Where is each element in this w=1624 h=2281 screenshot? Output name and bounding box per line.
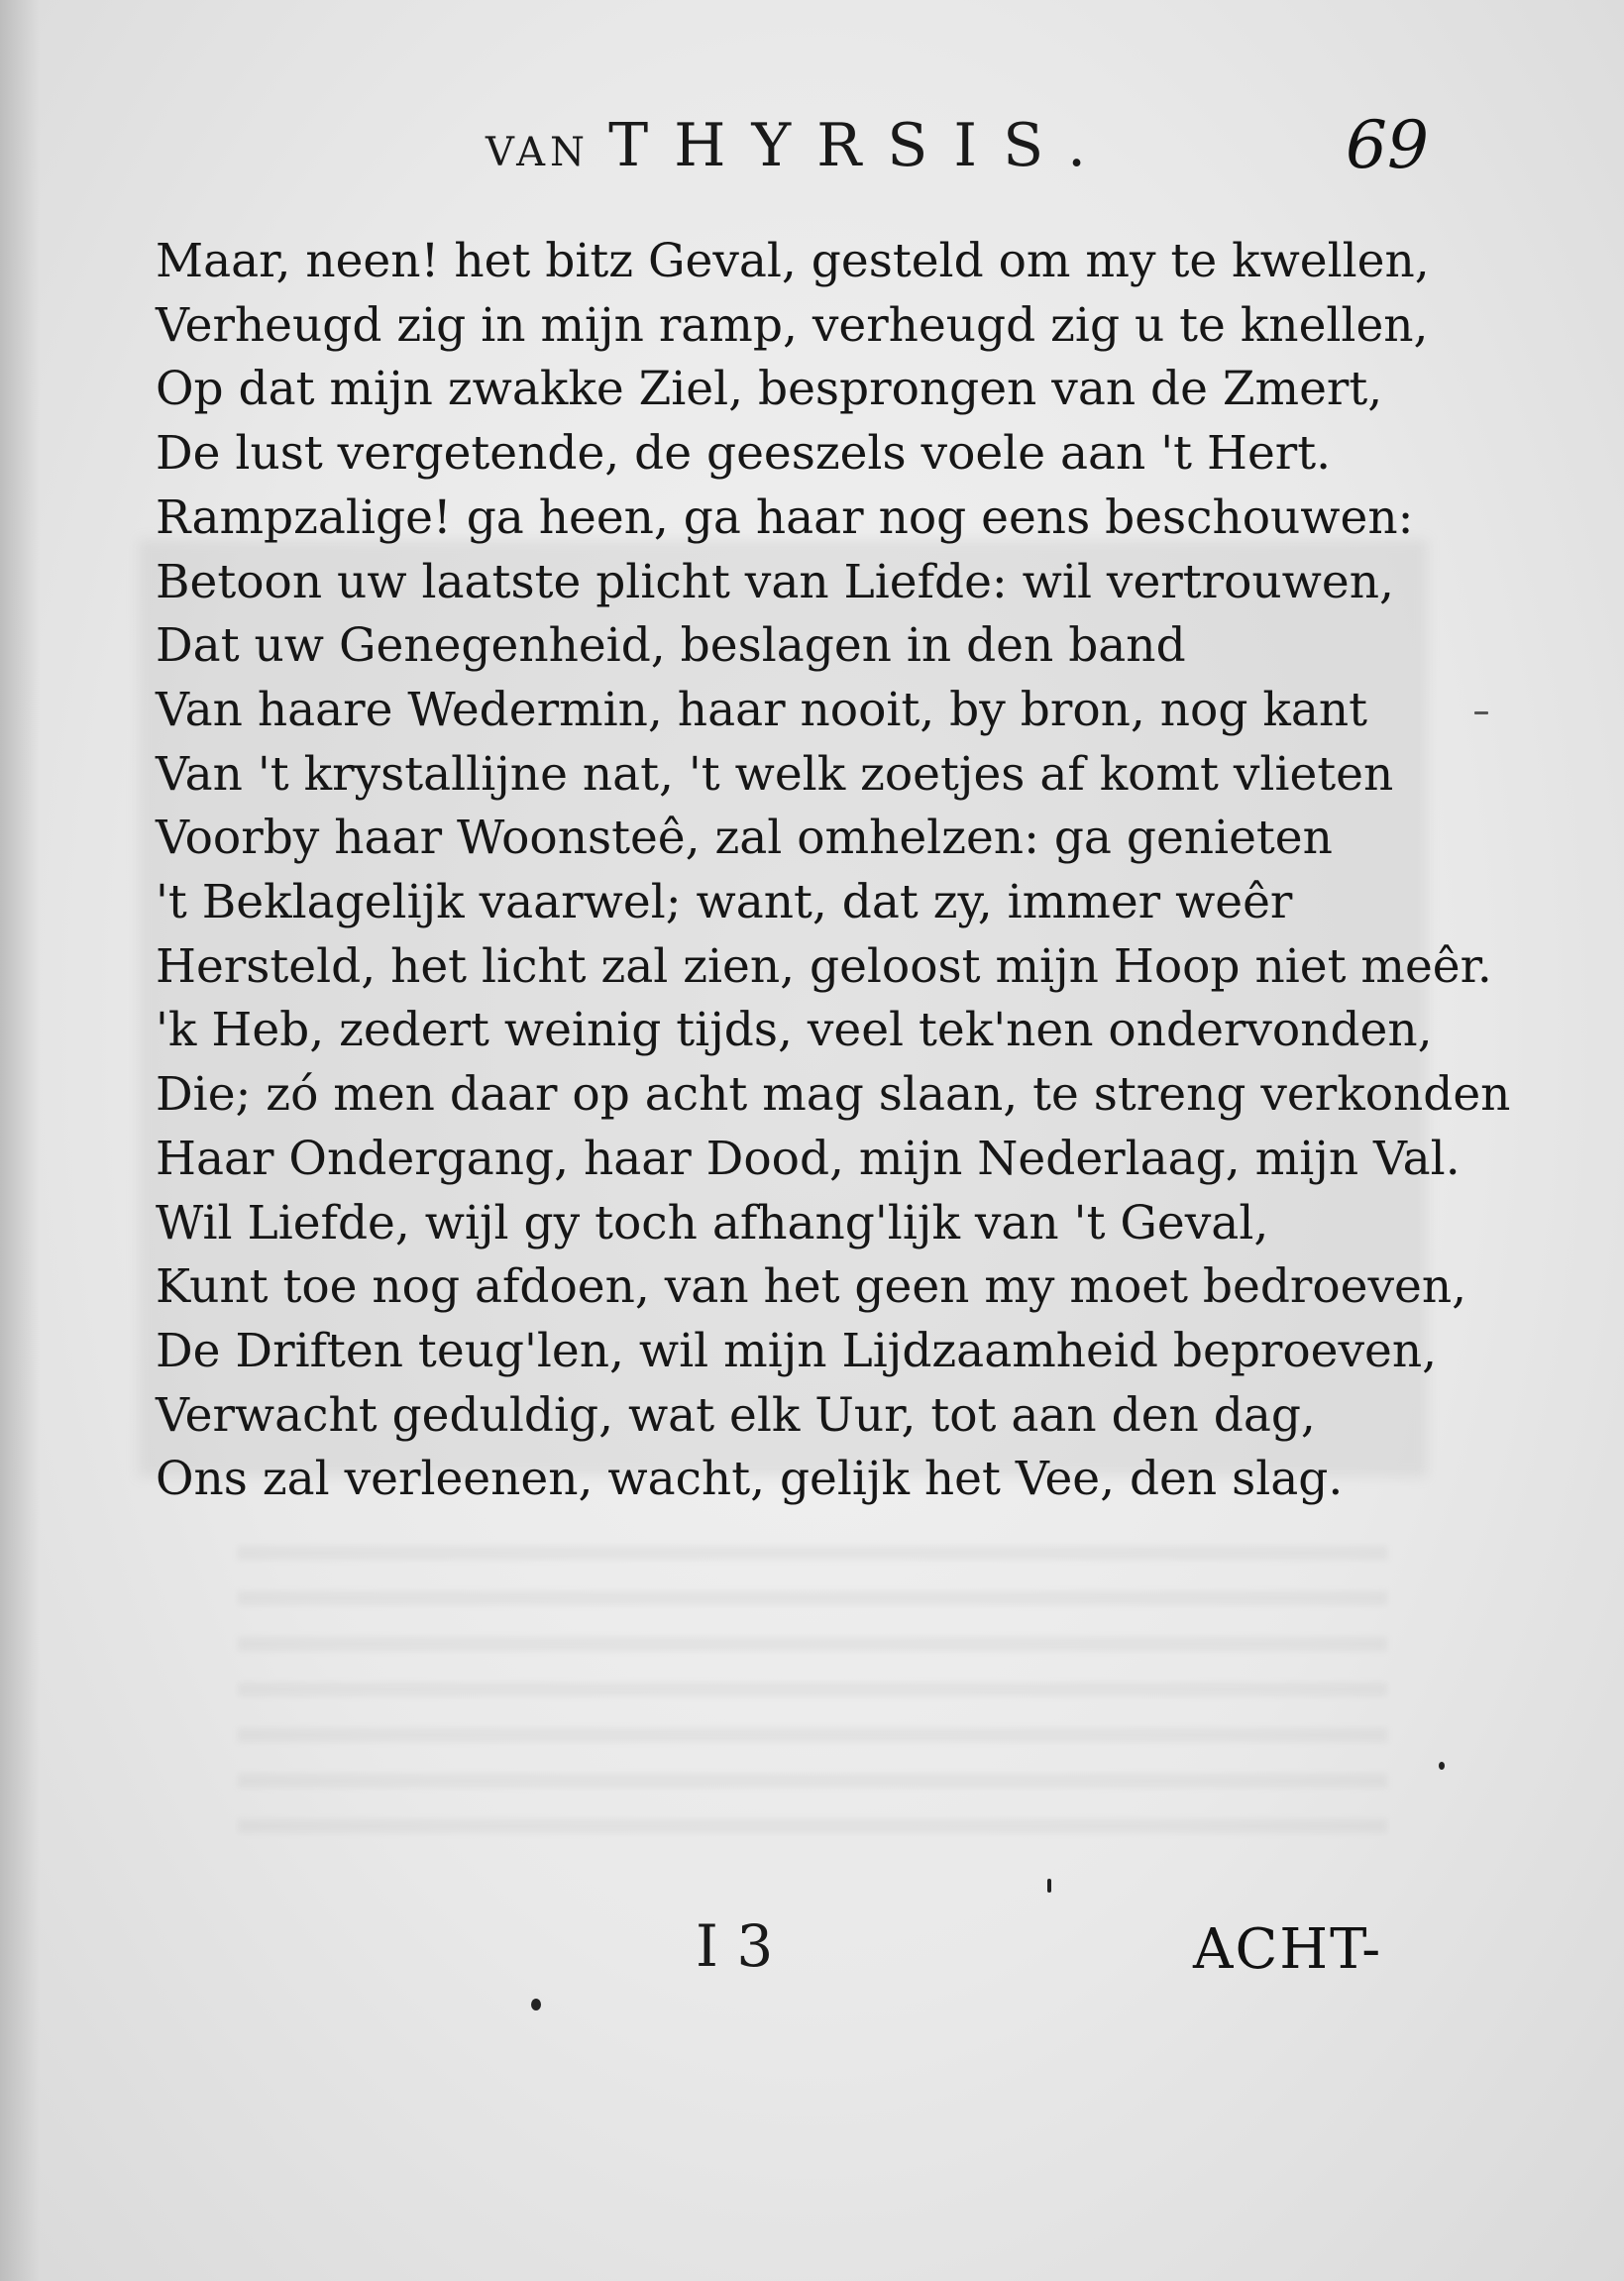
signature-mark: I 3 xyxy=(696,1912,774,1980)
running-head-title: THYRSIS. xyxy=(608,111,1113,180)
poem-line: Verheugd zig in mijn ramp, verheugd zig u te knellen, xyxy=(156,297,1429,353)
running-head-prefix: VAN xyxy=(486,130,591,175)
poem-line: Wil Liefde, wijl gy toch afhang'lijk van 't Geval, xyxy=(156,1195,1269,1250)
poem-line: Voorby haar Woonsteê, zal omhelzen: ga genieten xyxy=(156,811,1333,866)
poem-text xyxy=(156,230,1511,1512)
poem-line: Op dat mijn zwakke Ziel, besprongen van de Zmert, xyxy=(156,362,1383,417)
poem-line: Verwacht geduldig, wat elk Uur, tot aan den dag, xyxy=(156,1387,1316,1443)
poem-line: Hersteld, het licht zal zien, geloost mijn Hoop niet meêr. xyxy=(156,938,1492,994)
show-through-text xyxy=(238,1546,1387,1863)
poem-line: Van haare Wedermin, haar nooit, by bron, nog kant xyxy=(156,682,1368,737)
poem-line: Maar, neen! het bitz Geval, gesteld om my te kwellen, xyxy=(156,234,1430,288)
poem-line: Kunt toe nog afdoen, van het geen my moet bedroeven, xyxy=(156,1259,1467,1315)
catchword: ACHT- xyxy=(1193,1917,1383,1982)
ink-speck xyxy=(531,1999,541,2010)
poem-line: 'k Heb, zedert weinig tijds, veel tek'nen ondervonden, xyxy=(156,1003,1433,1058)
poem-line: 't Beklagelijk vaarwel; want, dat zy, immer weêr xyxy=(156,875,1293,930)
poem-line: Haar Ondergang, haar Dood, mijn Nederlaag, mijn Val. xyxy=(156,1131,1461,1186)
ink-speck xyxy=(1047,1879,1051,1893)
poem-line: De lust vergetende, de geeszels voele aan 't Hert. xyxy=(156,426,1332,482)
poem-line: Ons zal verleenen, wacht, gelijk het Vee, den slag. xyxy=(156,1452,1344,1507)
page-number: 69 xyxy=(1346,107,1429,183)
poem-line: Betoon uw laatste plicht van Liefde: wil vertrouwen, xyxy=(156,554,1394,609)
poem-line: Dat uw Genegenheid, beslagen in den band xyxy=(156,618,1186,674)
poem-line: Die; zó men daar op acht mag slaan, te streng verkonden xyxy=(156,1067,1511,1123)
ink-speck xyxy=(1439,1762,1445,1770)
ink-speck xyxy=(1474,711,1488,714)
running-head xyxy=(486,111,1112,180)
poem-line: Rampzalige! ga heen, ga haar nog eens beschouwen: xyxy=(156,489,1414,545)
poem-line: Van 't krystallijne nat, 't welk zoetjes af komt vlieten xyxy=(156,746,1394,802)
poem-line: De Driften teug'len, wil mijn Lijdzaamheid beproeven, xyxy=(156,1323,1438,1378)
page-edge-shadow xyxy=(0,0,40,2281)
